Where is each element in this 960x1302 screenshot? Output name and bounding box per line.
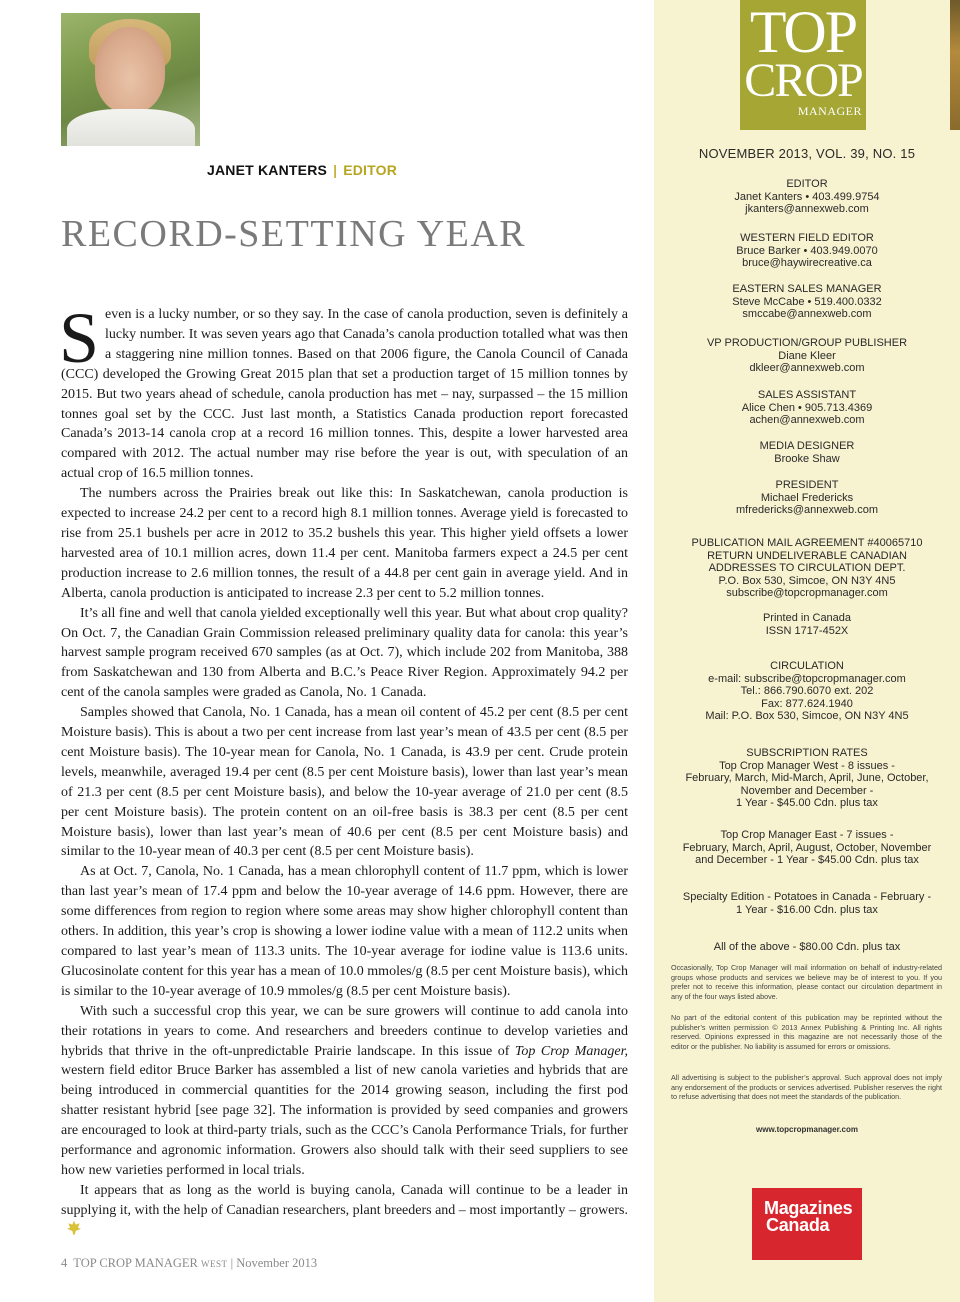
- fine-print-copyright: No part of the editorial content of this publication may be reprinted without the publisher’s written permission © 2013 Annex Publishing & Printing Inc. All rights reserved. Opinions expressed in this magazine are not necessarily those of the editor or the publisher. No liability is assumed for errors or omissions.: [671, 1013, 942, 1051]
- article-paragraph: As at Oct. 7, Canola, No. 1 Canada, has a mean chlorophyll content of 11.7 ppm, which is lower than last year’s mean of 17.4 ppm and below the 10-year average of 14.6 ppm. However, there are some differences from region to region where some areas may show higher chlorophyll content than others. In addition, this year’s crop is showing a lower iodine value with a mean of 112.2 units when compared to last year’s mean of 113.3 units. The 10-year average for iodine value is 113.6 units. Glucosinolate content for this year has a mean of 10.0 mmoles/g (8.5 per cent Moisture basis), which is similar to the 10-year average of 10.9 mmoles/g (8.5 per cent Moisture basis).: [61, 864, 628, 999]
- masthead-editor: [660, 178, 954, 216]
- fine-print-advertising: All advertising is subject to the publisher’s approval. Such approval does not imply any endorsement of the products or services advertised. Publisher reserves the right to refuse advertising that does not meet the standards of the publication.: [671, 1073, 942, 1102]
- page-edge-image: [950, 0, 960, 130]
- maple-leaf-icon: [67, 1221, 81, 1235]
- paragraph-7-text: It appears that as long as the world is buying canola, Canada will continue to be a leader in supplying it, with the help of Canadian researchers, plant breeders and – most importantly – growers.: [61, 1182, 628, 1218]
- article-body: [59, 298, 628, 1241]
- masthead-heading: CIRCULATION: [770, 660, 844, 672]
- masthead-printed: [660, 612, 954, 637]
- article-paragraph: [59, 298, 628, 484]
- issue-line: NOVEMBER 2013, VOL. 39, NO. 15: [698, 146, 916, 161]
- masthead-line: Michael Fredericks: [760, 491, 854, 504]
- masthead-email: dkleer@annexweb.com: [749, 362, 865, 375]
- masthead-heading: EDITOR: [786, 178, 828, 190]
- page-folio: [61, 1256, 317, 1271]
- masthead-line: Steve McCabe • 519.400.0332: [732, 295, 882, 308]
- article-paragraph: Samples showed that Canola, No. 1 Canada, has a mean oil content of 45.2 per cent (8.5 per cent Moisture basis). This is about a two per cent increase from last year’s mean of 43.5 per cent (8.5 per cent Moisture basis). The 10-year mean for Canola, No. 1 Canada, is 43.9 per cent. Crude protein levels, meanwhile, averaged 19.4 per cent (8.5 per cent Moisture basis), lower than last year’s mean of 21.3 per cent (8.5 per cent Moisture basis), and below the 10-year average of 21.0 per cent (8.5 per cent Moisture basis). The protein content on an oil-free basis is 38.3 per cent (8.5 per cent Moisture basis), lower than last year’s mean of 40.6 per cent (8.5 per cent Moisture basis) and similar to the 10-year mean of 40.3 per cent (8.5 per cent Moisture basis).: [61, 705, 628, 860]
- masthead-line: RETURN UNDELIVERABLE CANADIAN: [707, 549, 907, 562]
- masthead-email: smccabe@annexweb.com: [742, 308, 872, 321]
- masthead-heading: MEDIA DESIGNER: [759, 440, 855, 452]
- masthead-heading: VP PRODUCTION/GROUP PUBLISHER: [706, 337, 908, 349]
- article-paragraph: It’s all fine and well that canola yielded exceptionally well this year. But what about crop quality? On Oct. 7, the Canadian Grain Commission released preliminary quality data for canola: this year’s harvest sample program received 670 samples (as at Oct. 7), which include 202 from Manitoba, 388 from Saskatchewan and 130 from Alberta and B.C.’s Peace River Region. Approximately 94.2 per cent of the canola samples were graded as Canola, No. 1 Canada.: [61, 605, 628, 701]
- masthead-western-editor: [660, 232, 954, 270]
- masthead-line: Janet Kanters • 403.499.9754: [734, 190, 880, 203]
- drop-cap: S: [59, 298, 100, 378]
- masthead-east-rates: [660, 829, 954, 867]
- article-paragraph: [61, 1002, 628, 1181]
- masthead-line: Top Crop Manager West - 8 issues -: [719, 759, 895, 772]
- masthead-specialty-rates: [660, 891, 954, 916]
- masthead-email: subscribe@topcropmanager.com: [726, 587, 888, 600]
- byline-role: EDITOR: [343, 162, 398, 178]
- paragraph-6-text-a: With such a successful crop this year, we can be sure growers will continue to add canola into their rotations in years to come. And researchers and breeders continue to develop varieties and hybrids that thrive in the oft-unpredictable Prairie landscape. In this issue of: [61, 1003, 628, 1059]
- masthead-line: and December - 1 Year - $45.00 Cdn. plus tax: [695, 854, 919, 867]
- masthead-line: Alice Chen • 905.713.4369: [741, 401, 873, 414]
- masthead-line: Printed in Canada: [762, 612, 852, 624]
- masthead-sales-assistant: [660, 389, 954, 427]
- editor-photo: [61, 13, 200, 146]
- photo-face: [95, 27, 165, 113]
- website-link[interactable]: www.topcropmanager.com: [756, 1125, 858, 1134]
- masthead-line: Diane Kleer: [778, 349, 836, 362]
- paragraph-1-text: even is a lucky number, or so they say. In the case of canola production, seven is definitely a lucky number. It was seven years ago that Canada’s canola production totalled what was then a staggering nine million tonnes. Based on that 2006 figure, the Canola Council of Canada (CCC) developed the Growing Great 2015 plan that set a production target of 15 million tonnes by 2015. But two years ahead of schedule, canola production has met – nay, surpassed – the 15 million tonnes goal set by the CCC. Just last month, a Statistics Canada production report forecasted Canada’s 2013-14 canola crop at a record 16 million tonnes. This, despite a lower harvested area compared with 2012. The actual number may rise before the year is out, with speculation of an actual crop of 16.5 million tonnes.: [61, 307, 628, 482]
- logo-top: TOP: [749, 0, 857, 65]
- photo-shirt: [67, 109, 195, 146]
- top-crop-manager-logo: [740, 0, 866, 130]
- masthead-heading: SALES ASSISTANT: [757, 389, 857, 401]
- folio-separator: |: [230, 1256, 234, 1270]
- byline-name: JANET KANTERS: [207, 162, 328, 178]
- masthead-heading: SUBSCRIPTION RATES: [746, 747, 868, 759]
- logo-manager: MANAGER: [797, 104, 862, 118]
- masthead-line: ISSN 1717-452X: [765, 624, 849, 637]
- masthead-heading: WESTERN FIELD EDITOR: [740, 232, 874, 244]
- article-paragraph: The numbers across the Prairies break out like this: In Saskatchewan, canola production is expected to increase 24.2 per cent to a record high 8.1 million tonnes. Average yield is forecasted to rise from 25.1 bushels per acre in 2012 to 35.2 bushels this year. This higher yield offsets a lower harvested area of 10.1 million acres, down 11.4 per cent. Manitoba farmers expect a 24.5 per cent production increase to 2.6 million tonnes, the result of a 44.8 per cent gain in average yield. And in Alberta, canola production is anticipated to increase 2.3 per cent to 5.2 million tonnes.: [61, 486, 628, 601]
- masthead-mail-agreement: [660, 537, 954, 600]
- masthead-line: February, March, Mid-March, April, June, October,: [685, 772, 929, 785]
- magazine-title-italic: Top Crop Manager,: [514, 1043, 628, 1059]
- masthead-eastern-sales: [660, 283, 954, 321]
- page-title: RECORD-SETTING YEAR: [61, 213, 527, 255]
- masthead-email: mfredericks@annexweb.com: [736, 504, 878, 517]
- masthead-line: 1 Year - $45.00 Cdn. plus tax: [736, 797, 878, 810]
- masthead-heading: EASTERN SALES MANAGER: [732, 283, 882, 295]
- masthead-line: November and December -: [740, 784, 874, 797]
- masthead-line: Mail: P.O. Box 530, Simcoe, ON N3Y 4N5: [705, 710, 909, 723]
- masthead-line: Top Crop Manager East - 7 issues -: [720, 829, 894, 841]
- masthead-line: All of the above - $80.00 Cdn. plus tax: [713, 941, 901, 953]
- masthead-email: achen@annexweb.com: [749, 414, 865, 427]
- badge-line-1: Magazines: [764, 1198, 853, 1218]
- masthead-subscription-rates: [660, 747, 954, 810]
- masthead-email: bruce@haywirecreative.ca: [742, 257, 872, 270]
- folio-magazine: TOP CROP MANAGER: [73, 1256, 198, 1270]
- fine-print-mailing: Occasionally, Top Crop Manager will mail information on behalf of industry-related groups whose products and services we believe may be of interest to you. If you prefer not to receive this information, please contact our circulation department in any of the four ways listed above.: [671, 963, 942, 1001]
- article-paragraph: [61, 1181, 628, 1241]
- masthead-line: e-mail: subscribe@topcropmanager.com: [708, 672, 906, 685]
- masthead-line: 1 Year - $16.00 Cdn. plus tax: [736, 903, 878, 916]
- masthead-heading: PRESIDENT: [775, 479, 839, 491]
- paragraph-6-text-c: western field editor Bruce Barker has assembled a list of new canola varieties and hybrids that are being introduced in commercial quantities for the 2014 growing season, including the first pod shatter resistant hybrid [see page 32]. The information is provided by seed companies and growers are encouraged to look at third-party trials, such as the CCC’s Canola Performance Trials, for further performance and agronomic information. Growers also should talk with their seed suppliers to see how new varieties performed in local trials.: [61, 1063, 628, 1178]
- masthead-email: jkanters@annexweb.com: [745, 203, 869, 216]
- folio-date: November 2013: [236, 1256, 318, 1270]
- byline: [207, 162, 397, 178]
- folio-edition: WEST: [200, 1259, 228, 1269]
- masthead-line: Fax: 877.624.1940: [761, 697, 853, 710]
- masthead-vp: [660, 337, 954, 375]
- page-number: 4: [61, 1256, 68, 1270]
- masthead-line: P.O. Box 530, Simcoe, ON N3Y 4N5: [718, 574, 896, 587]
- badge-line-2: Canada: [766, 1215, 830, 1235]
- masthead-circulation: [660, 660, 954, 723]
- masthead-president: [660, 479, 954, 517]
- masthead-line: February, March, April, August, October, November: [682, 841, 932, 854]
- masthead-line: Specialty Edition - Potatoes in Canada - February -: [682, 891, 932, 903]
- masthead-line: PUBLICATION MAIL AGREEMENT #40065710: [691, 537, 923, 549]
- masthead-line: Bruce Barker • 403.949.0070: [736, 244, 878, 257]
- masthead-media-designer: [660, 440, 954, 465]
- logo-crop: CROP: [744, 54, 862, 107]
- magazines-canada-logo: [752, 1188, 862, 1260]
- masthead-line: Brooke Shaw: [774, 452, 840, 465]
- masthead-line: Tel.: 866.790.6070 ext. 202: [740, 685, 874, 698]
- byline-separator: |: [333, 162, 338, 178]
- masthead-all-rates: [660, 941, 954, 954]
- masthead-line: ADDRESSES TO CIRCULATION DEPT.: [708, 562, 906, 575]
